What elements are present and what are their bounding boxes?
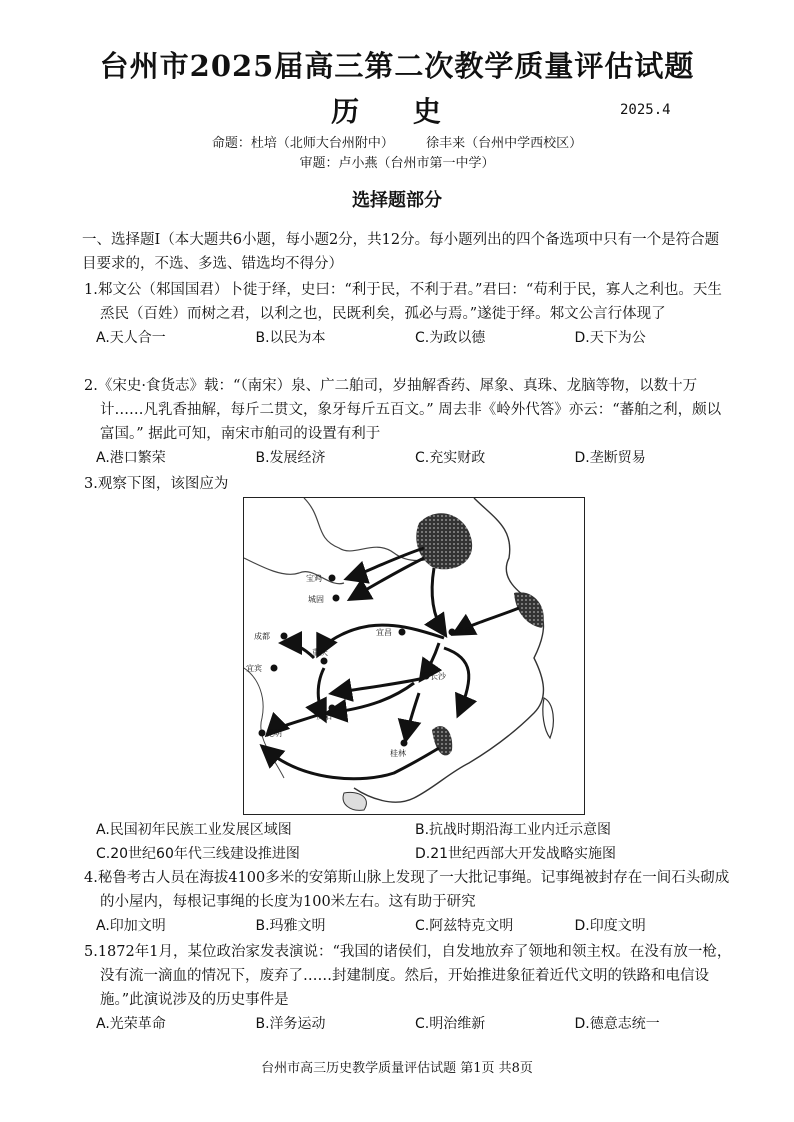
city-label: 宜昌 <box>376 628 392 637</box>
options-row <box>84 818 734 842</box>
option-d[interactable]: D.德意志统一 <box>574 1016 660 1032</box>
option-a[interactable]: A.印加文明 <box>96 918 166 934</box>
options-row <box>84 326 734 350</box>
exam-title: 台州市2025届高三第二次教学质量评估试题 <box>99 49 695 83</box>
city-label: 宜宾 <box>246 664 262 673</box>
city-label: 武昌 <box>456 627 472 636</box>
relocation-map <box>243 497 585 815</box>
option-c[interactable]: C.20世纪60年代三线建设推进图 <box>96 846 300 862</box>
options-row <box>84 914 734 938</box>
city-dot <box>399 629 406 636</box>
city-label: 昆明 <box>266 729 282 738</box>
reviewer-line: 审题：卢小燕（台州市第一中学） <box>299 156 495 171</box>
question-4 <box>84 866 734 938</box>
option-d[interactable]: D.垄断贸易 <box>574 450 646 466</box>
option-c[interactable]: C.为政以德 <box>415 330 486 346</box>
city-dot <box>329 575 336 582</box>
route-arrow <box>432 568 444 633</box>
border-line <box>244 668 284 778</box>
exam-date: 2025.4 <box>620 102 671 118</box>
page-footer: 台州市高三历史教学质量评估试题 第1页 共8页 <box>261 1061 533 1076</box>
question-1 <box>84 278 734 350</box>
option-b[interactable]: B.洋务运动 <box>255 1016 326 1032</box>
subject-title: 历 史 <box>331 95 463 128</box>
city-label: 宝鸡 <box>306 574 322 583</box>
option-a[interactable]: A.港口繁荣 <box>96 450 166 466</box>
city-dot <box>281 633 288 640</box>
option-a[interactable]: A.光荣革命 <box>96 1016 166 1032</box>
option-d[interactable]: D.印度文明 <box>574 918 646 934</box>
city-dot <box>321 658 328 665</box>
city-label: 成都 <box>254 632 270 641</box>
author2: 徐丰来（台州中学西校区） <box>426 136 583 151</box>
route-arrow <box>444 648 469 713</box>
city-dot <box>259 730 266 737</box>
option-d[interactable]: D.天下为公 <box>574 330 646 346</box>
route-arrow <box>318 668 324 718</box>
taiwan-island <box>543 698 554 738</box>
map-svg <box>244 498 584 814</box>
route-arrow <box>352 558 424 598</box>
question-3 <box>84 472 734 496</box>
city-label: 贵阳 <box>316 712 332 721</box>
question-3-options <box>84 818 734 866</box>
option-b[interactable]: B.发展经济 <box>255 450 326 466</box>
authors-line <box>0 132 794 151</box>
section-title: 选择题部分 <box>352 190 442 211</box>
city-dot <box>423 673 430 680</box>
options-row <box>84 1012 734 1036</box>
options-row <box>84 446 734 470</box>
option-c[interactable]: C.充实财政 <box>415 450 486 466</box>
shaded-region-east <box>514 592 544 628</box>
city-dot <box>401 740 408 747</box>
question-stem: 4.秘鲁考古人员在海拔4100多米的安第斯山脉上发现了一大批记事绳。记事绳被封存在一间石头砌成的小屋内，每根记事绳的长度为100米左右。这有助于研究 <box>84 870 730 910</box>
option-b[interactable]: B.抗战时期沿海工业内迁示意图 <box>415 822 612 838</box>
option-c[interactable]: C.阿兹特克文明 <box>415 918 514 934</box>
city-label: 桂林 <box>390 749 406 758</box>
option-c[interactable]: C.明治维新 <box>415 1016 486 1032</box>
city-label: 城固 <box>308 595 324 604</box>
question-2 <box>84 374 734 470</box>
authors-label-and-author1 <box>212 136 394 151</box>
option-a[interactable]: A.天人合一 <box>96 330 166 346</box>
city-dot <box>333 595 340 602</box>
authors-label: 命题： <box>211 136 251 151</box>
question-stem: 2.《宋史·食货志》载：“（南宋）泉、广二舶司，岁抽解香药、犀象、真珠、龙脑等物，以数十万计……凡乳香抽解，每斤二贯文，象牙每斤五百文。” 周去非《岭外代答》亦云：“蕃舶之利，颇以富国。” 据此可知，南宋市舶司的设置有利于 <box>84 378 722 442</box>
route-arrow <box>406 693 419 738</box>
question-stem: 5.1872年1月，某位政治家发表演说：“我国的诸侯们，自发地放弃了领地和领主权。在没有放一枪，没有流一滴血的情况下，废弃了……封建制度。然后，开始推进象征着近代文明的铁路和电信设施。”此演说涉及的历史事件是 <box>84 944 732 1008</box>
question-stem: 3.观察下图，该图应为 <box>84 476 229 492</box>
shaded-region-north <box>416 513 472 569</box>
question-5 <box>84 940 734 1036</box>
route-arrow <box>264 748 439 779</box>
option-a[interactable]: A.民国初年民族工业发展区域图 <box>96 822 292 838</box>
author1: 杜培（北师大台州附中） <box>250 136 394 151</box>
city-dot <box>271 665 278 672</box>
options-row <box>84 842 734 866</box>
instructions: 一、选择题Ⅰ（本大题共6小题，每小题2分，共12分。每小题列出的四个备选项中只有一个是符合题目要求的，不选、多选、错选均不得分） <box>82 232 720 272</box>
city-label: 长沙 <box>430 672 446 681</box>
option-d[interactable]: D.21世纪西部大开发战略实施图 <box>415 846 617 862</box>
city-markers <box>259 575 456 747</box>
border-line <box>244 558 344 584</box>
city-dot <box>329 705 336 712</box>
option-b[interactable]: B.以民为本 <box>255 330 326 346</box>
option-b[interactable]: B.玛雅文明 <box>255 918 326 934</box>
hainan-island <box>343 792 366 810</box>
city-dot <box>449 629 456 636</box>
question-stem: 1.邾文公（邾国国君）卜徙于绎，史曰：“利于民，不利于君。”君曰：“苟利于民，寡人之利也。天生烝民（百姓）而树之君，以利之也，民既利矣，孤必与焉。”遂徙于绎。邾文公言行体现了 <box>84 282 722 322</box>
city-label: 重庆 <box>312 648 328 657</box>
route-arrow <box>284 643 314 658</box>
